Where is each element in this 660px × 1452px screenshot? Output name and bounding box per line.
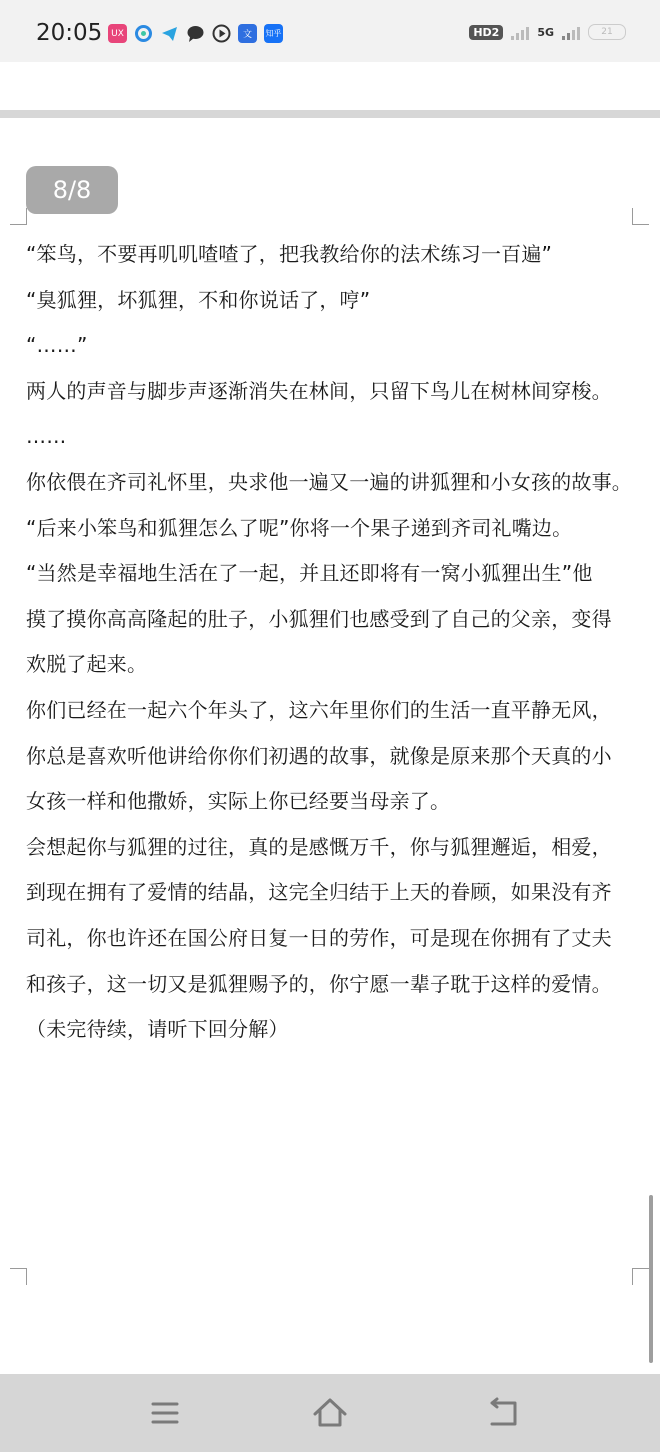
paragraph: 两人的声音与脚步声逐渐消失在林间，只留下鸟儿在树林间穿梭。	[26, 378, 612, 403]
hd-badge: HD2	[469, 25, 503, 40]
back-icon[interactable]	[484, 1394, 524, 1434]
paragraph: 你总是喜欢听他讲给你你们初遇的故事，就像是原来那个天真的小	[26, 743, 612, 768]
zhihu-icon: 知乎	[264, 24, 283, 43]
corner-mark-top-right	[632, 208, 649, 225]
corner-mark-bottom-right	[632, 1268, 649, 1285]
battery-icon: 21	[588, 24, 626, 40]
menu-icon[interactable]	[145, 1394, 185, 1434]
paragraph: 欢脱了起来。	[26, 652, 148, 677]
signal-icon-2	[562, 24, 580, 40]
notification-icons	[108, 24, 283, 43]
paragraph: 你依偎在齐司礼怀里，央求他一遍又一遍的讲狐狸和小女孩的故事。	[26, 469, 632, 494]
header-divider	[0, 110, 660, 118]
paragraph: “……”	[26, 333, 88, 358]
system-status	[469, 24, 626, 40]
app-header	[0, 62, 660, 110]
status-bar	[0, 0, 660, 62]
navigation-bar	[0, 1374, 660, 1452]
status-time: 20:05	[36, 20, 103, 46]
app-red-icon: UX	[108, 24, 127, 43]
paragraph: 摸了摸你高高隆起的肚子，小狐狸们也感受到了自己的父亲，变得	[26, 606, 612, 631]
paragraph: （未完待续，请听下回分解）	[26, 1017, 289, 1042]
paragraph: “笨鸟，不要再叽叽喳喳了，把我教给你的法术练习一百遍”	[26, 242, 553, 266]
corner-mark-bottom-left	[10, 1268, 27, 1285]
telegram-icon	[160, 24, 179, 43]
translate-icon: 文	[238, 24, 257, 43]
paragraph: “当然是幸福地生活在了一起，并且还即将有一窝小狐狸出生”他	[26, 561, 593, 586]
paragraph: “臭狐狸，坏狐狸，不和你说话了，哼”	[26, 287, 371, 312]
scrollbar-thumb[interactable]	[649, 1195, 653, 1363]
paragraph: “后来小笨鸟和狐狸怎么了呢”你将一个果子递到齐司礼嘴边。	[26, 515, 573, 540]
play-circle-icon	[212, 24, 231, 43]
home-icon[interactable]	[310, 1394, 350, 1434]
browser-icon	[134, 24, 153, 43]
signal-icon	[511, 24, 529, 40]
network-label: 5G	[537, 25, 554, 39]
paragraph: 会想起你与狐狸的过往，真的是感慨万千，你与狐狸邂逅，相爱，	[26, 834, 612, 859]
story-content	[26, 232, 652, 1053]
paragraph: 女孩一样和他撒娇，实际上你已经要当母亲了。	[26, 789, 451, 814]
chat-bubble-icon	[186, 24, 205, 43]
paragraph: 你们已经在一起六个年头了，这六年里你们的生活一直平静无风，	[26, 697, 612, 722]
paragraph: ……	[26, 424, 67, 449]
corner-mark-top-left	[10, 208, 27, 225]
paragraph: 到现在拥有了爱情的结晶，这完全归结于上天的眷顾，如果没有齐	[26, 880, 612, 905]
paragraph: 司礼，你也许还在国公府日复一日的劳作，可是现在你拥有了丈夫	[26, 925, 612, 950]
paragraph: 和孩子，这一切又是狐狸赐予的，你宁愿一辈子耽于这样的爱情。	[26, 971, 612, 996]
page-indicator: 8/8	[26, 166, 118, 214]
